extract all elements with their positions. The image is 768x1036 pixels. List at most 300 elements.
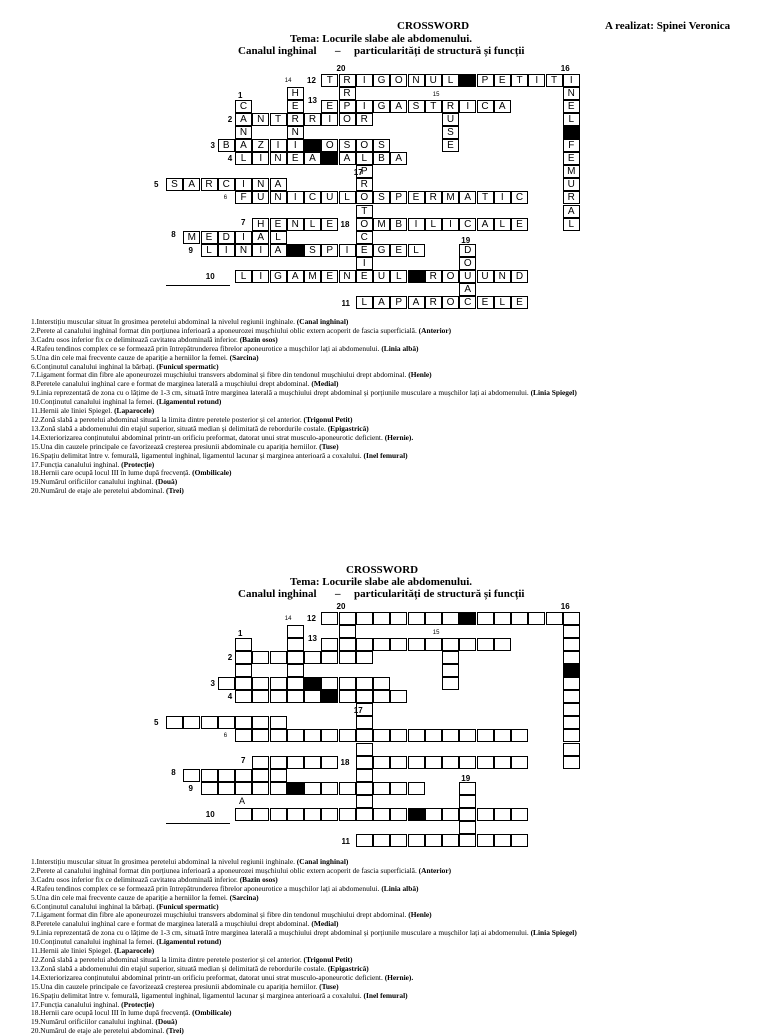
grid-cell: R (563, 191, 580, 204)
clue-answer: (Linia Spiegel) (530, 388, 577, 398)
grid-cell[interactable] (442, 638, 459, 651)
grid-cell[interactable] (494, 808, 511, 821)
word-number-label: 5 (154, 180, 159, 190)
word-number-label: 6 (223, 195, 228, 202)
grid-cell[interactable] (270, 716, 287, 729)
grid-cell[interactable] (528, 612, 545, 625)
grid-cell[interactable] (235, 638, 252, 651)
clue-number: 3. (31, 874, 37, 884)
grid-cell[interactable] (304, 651, 321, 664)
grid-cell[interactable] (201, 782, 218, 795)
grid-cell[interactable] (563, 743, 580, 756)
grid-cell[interactable] (373, 638, 390, 651)
grid-cell[interactable] (339, 782, 356, 795)
grid-cell[interactable] (494, 729, 511, 742)
grid-cell[interactable] (494, 834, 511, 847)
grid-cell: A (563, 205, 580, 218)
word-number-label: 20 (336, 64, 346, 74)
grid-cell: A (477, 218, 494, 231)
grid-cell[interactable] (563, 677, 580, 690)
grid-cell: E (563, 100, 580, 113)
grid-cell: I (442, 218, 459, 231)
grid-cell[interactable] (270, 651, 287, 664)
grid-cell[interactable] (477, 808, 494, 821)
word-number-label: 19 (461, 235, 471, 245)
grid-cell[interactable] (339, 690, 356, 703)
grid-cell[interactable] (373, 612, 390, 625)
word-number-label: 7 (241, 755, 246, 765)
grid-cell[interactable] (390, 638, 407, 651)
grid-cell[interactable] (252, 782, 269, 795)
clue-number: 19. (31, 1017, 41, 1027)
grid-cell: A (287, 270, 304, 283)
grid-cell: L (442, 74, 459, 87)
grid-cell[interactable] (183, 769, 200, 782)
clue-answer: (Două) (155, 477, 178, 487)
clue-answer: (Medial) (311, 379, 339, 389)
grid-cell[interactable] (304, 808, 321, 821)
clue-number: 3. (31, 334, 37, 344)
grid-cell[interactable] (442, 651, 459, 664)
grid-cell: U (563, 178, 580, 191)
clue-number: 18. (31, 1008, 41, 1018)
clue-text: Linia reprezentată de zona cu o lățime de 1-3 cm, situată între marginea laterală a mușchiului drept abdominal și porțiunile musculare a mușchilor lați ai abdomenului. (36, 928, 531, 938)
clue-number: 2. (31, 325, 37, 335)
clue-answer: (Trigonul Petit) (303, 954, 353, 964)
grid-cell[interactable] (390, 756, 407, 769)
grid-cell[interactable] (511, 756, 528, 769)
clue-text: Perete al canalului inghinal format din porțiunea inferioară a aponeurozei mușchiului oblic extern acoperit de fascia superficială. (36, 865, 419, 875)
grid-cell: G (373, 244, 390, 257)
grid-cell[interactable] (459, 729, 476, 742)
grid-cell: E (321, 100, 338, 113)
grid-cell[interactable] (373, 756, 390, 769)
grid-cell[interactable] (183, 716, 200, 729)
grid-cell[interactable] (425, 612, 442, 625)
grid-cell: E (287, 100, 304, 113)
grid-cell[interactable] (442, 756, 459, 769)
clue-answer: (Bazin osos) (239, 874, 278, 884)
word-number-label: 10 (205, 272, 215, 281)
grid-cell[interactable] (408, 834, 425, 847)
subtitle-right: particularități de structură și funcții (354, 45, 525, 57)
grid-cell: E (356, 244, 373, 257)
grid-cell[interactable] (235, 808, 252, 821)
prefilled-letter: A (239, 795, 246, 806)
grid-cell[interactable] (356, 677, 373, 690)
blocked-cell (408, 270, 425, 283)
grid-cell: L (356, 296, 373, 309)
grid-cell[interactable] (252, 677, 269, 690)
grid-cell: T (321, 74, 338, 87)
grid-cell[interactable] (270, 690, 287, 703)
word-number-label: 1 (238, 628, 243, 638)
clue-number: 4. (31, 343, 37, 353)
grid-cell[interactable] (356, 638, 373, 651)
clue-number: 18. (31, 468, 41, 478)
clue-number: 14. (31, 432, 41, 442)
grid-cell[interactable] (563, 625, 580, 638)
grid-cell: E (201, 231, 218, 244)
grid-cell[interactable] (408, 729, 425, 742)
grid-cell: N (408, 74, 425, 87)
grid-cell: L (304, 218, 321, 231)
grid-cell[interactable] (442, 664, 459, 677)
clue-number: 6. (31, 361, 37, 371)
grid-cell[interactable] (235, 716, 252, 729)
grid-cell[interactable] (304, 782, 321, 795)
grid-cell: I (339, 244, 356, 257)
grid-cell[interactable] (477, 729, 494, 742)
clue-number: 13. (31, 423, 41, 433)
grid-cell[interactable] (356, 729, 373, 742)
clue-number: 1. (31, 317, 37, 326)
grid-cell: P (477, 74, 494, 87)
grid-cell[interactable] (287, 677, 304, 690)
clue-number: 8. (31, 379, 37, 389)
grid-cell: A (270, 178, 287, 191)
grid-cell[interactable] (201, 716, 218, 729)
grid-cell[interactable] (511, 612, 528, 625)
grid-cell[interactable] (339, 625, 356, 638)
grid-cell[interactable] (442, 808, 459, 821)
grid-cell[interactable] (459, 782, 476, 795)
grid-cell[interactable] (477, 756, 494, 769)
grid-cell[interactable] (408, 756, 425, 769)
grid-cell[interactable] (563, 651, 580, 664)
grid-cell[interactable] (252, 756, 269, 769)
grid-cell[interactable] (235, 690, 252, 703)
word-number-label: 18 (340, 757, 350, 767)
grid-cell[interactable] (459, 795, 476, 808)
grid-cell[interactable] (218, 677, 235, 690)
grid-cell: C (459, 218, 476, 231)
grid-cell[interactable] (287, 690, 304, 703)
grid-cell[interactable] (287, 651, 304, 664)
grid-cell[interactable] (321, 729, 338, 742)
grid-cell[interactable] (356, 782, 373, 795)
grid-cell[interactable] (252, 769, 269, 782)
clue-answer: (Protecție) (121, 459, 155, 469)
grid-cell[interactable] (270, 808, 287, 821)
grid-cell: A (390, 152, 407, 165)
grid-cell[interactable] (477, 612, 494, 625)
grid-cell: B (390, 218, 407, 231)
grid-cell: T (477, 191, 494, 204)
clue-text: Conținutul canalului inghinal la femei. (40, 937, 157, 947)
grid-cell[interactable] (459, 821, 476, 834)
grid-cell[interactable] (339, 729, 356, 742)
grid-cell: O (339, 113, 356, 126)
grid-cell[interactable] (373, 808, 390, 821)
subtitle-left: Canalul inghinal (238, 588, 317, 600)
clue-text: Hernii ale liniei Spiegel. (39, 406, 115, 416)
crossword-title: CROSSWORD (346, 564, 419, 576)
clue-text: Interstițiu muscular situat în grosimea peretelui abdominal la nivelul regiunii inghinale. (36, 317, 297, 326)
clue-text: Peretele canalului inghinal care e format de marginea laterală a mușchiului drept abdominal. (36, 919, 312, 929)
grid-cell[interactable] (235, 677, 252, 690)
grid-cell[interactable] (494, 612, 511, 625)
grid-cell[interactable] (235, 769, 252, 782)
grid-cell[interactable] (563, 703, 580, 716)
grid-cell: R (356, 178, 373, 191)
grid-cell: M (183, 231, 200, 244)
grid-cell: L (390, 270, 407, 283)
grid-cell[interactable] (425, 756, 442, 769)
grid-cell[interactable] (459, 808, 476, 821)
grid-cell[interactable] (287, 729, 304, 742)
grid-cell[interactable] (477, 638, 494, 651)
clue-answer: (Trei) (166, 486, 184, 496)
grid-cell[interactable] (390, 729, 407, 742)
clue-text: Funcția canalului inghinal. (40, 459, 122, 469)
grid-cell[interactable] (563, 638, 580, 651)
grid-cell: I (235, 178, 252, 191)
word-number-label: 12 (307, 75, 316, 85)
grid-cell[interactable] (442, 729, 459, 742)
grid-cell[interactable] (373, 690, 390, 703)
grid-cell[interactable] (356, 612, 373, 625)
grid-cell[interactable] (373, 782, 390, 795)
grid-cell[interactable] (408, 782, 425, 795)
grid-cell[interactable] (494, 756, 511, 769)
grid-cell: Z (252, 139, 269, 152)
grid-cell[interactable] (287, 756, 304, 769)
word-number-label: 10 (205, 810, 215, 819)
grid-cell[interactable] (459, 638, 476, 651)
grid-cell: T (270, 113, 287, 126)
grid-cell: I (356, 100, 373, 113)
grid-cell: H (252, 218, 269, 231)
grid-cell[interactable] (356, 743, 373, 756)
word-number-label: 15 (432, 629, 440, 636)
grid-cell[interactable] (390, 612, 407, 625)
clue-item (31, 1027, 761, 1036)
clue-answer: (Două) (155, 1017, 178, 1027)
grid-cell: C (511, 191, 528, 204)
grid-cell[interactable] (252, 690, 269, 703)
grid-cell[interactable] (304, 690, 321, 703)
blocked-cell (459, 612, 476, 625)
grid-cell[interactable] (287, 625, 304, 638)
grid-cell[interactable] (321, 651, 338, 664)
grid-cell[interactable] (252, 808, 269, 821)
clue-answer: (Laparocele) (114, 406, 155, 416)
grid-cell: L (563, 113, 580, 126)
grid-cell: U (442, 113, 459, 126)
word-number-label: 19 (461, 773, 471, 783)
grid-cell[interactable] (390, 808, 407, 821)
grid-cell[interactable] (321, 638, 338, 651)
grid-cell: O (356, 139, 373, 152)
clue-text: Exteriorizarea conținutului abdominal printr-un orificiu preformat, datorat unui strat musculo-aponeurotic deficient. (40, 972, 385, 982)
grid-cell: S (442, 126, 459, 139)
word-number-label: 13 (308, 95, 317, 105)
clue-number: 5. (31, 352, 37, 362)
clue-answer: (Hernie). (384, 432, 414, 442)
grid-cell[interactable] (563, 756, 580, 769)
grid-cell[interactable] (321, 677, 338, 690)
grid-cell[interactable] (390, 834, 407, 847)
grid-cell[interactable] (252, 729, 269, 742)
grid-cell: M (563, 165, 580, 178)
subtitle-dash: – (335, 588, 341, 600)
grid-cell[interactable] (166, 716, 183, 729)
grid-cell[interactable] (304, 729, 321, 742)
grid-cell[interactable] (270, 756, 287, 769)
grid-cell[interactable] (477, 834, 494, 847)
clue-text: Hernii care ocupă locul III în lume după frecvență. (40, 1008, 193, 1018)
grid-cell[interactable] (459, 756, 476, 769)
grid-cell[interactable] (218, 782, 235, 795)
grid-cell: R (304, 113, 321, 126)
grid-cell[interactable] (356, 795, 373, 808)
grid-cell[interactable] (390, 782, 407, 795)
grid-cell[interactable] (270, 769, 287, 782)
grid-cell[interactable] (390, 690, 407, 703)
clue-number: 2. (31, 865, 37, 875)
grid-cell[interactable] (408, 612, 425, 625)
grid-cell[interactable] (287, 638, 304, 651)
word-number-label: 17 (353, 706, 363, 716)
grid-cell[interactable] (356, 651, 373, 664)
grid-cell[interactable] (511, 808, 528, 821)
grid-cell[interactable] (563, 729, 580, 742)
grid-cell[interactable] (339, 638, 356, 651)
grid-cell[interactable] (287, 808, 304, 821)
grid-cell: A (494, 100, 511, 113)
grid-cell[interactable] (425, 729, 442, 742)
word-number-label: 4 (227, 154, 233, 164)
grid-cell[interactable] (201, 769, 218, 782)
clue-text: Interstițiu muscular situat în grosimea peretelui abdominal la nivelul regiunii inghinale. (36, 857, 297, 866)
clue-answer: (Anterior) (418, 865, 452, 875)
grid-cell: D (459, 244, 476, 257)
grid-cell[interactable] (304, 756, 321, 769)
grid-cell[interactable] (321, 782, 338, 795)
grid-cell[interactable] (511, 834, 528, 847)
grid-cell[interactable] (356, 690, 373, 703)
clue-text: Conținutul canalului inghinal la bărbați. (36, 901, 157, 911)
grid-cell: U (321, 191, 338, 204)
grid-cell[interactable] (321, 808, 338, 821)
clue-answer: (Inel femural) (363, 990, 408, 1000)
word-number-label: 8 (171, 229, 176, 239)
grid-cell[interactable] (356, 769, 373, 782)
grid-cell[interactable] (321, 612, 338, 625)
grid-cell: L (425, 218, 442, 231)
grid-cell[interactable] (235, 729, 252, 742)
grid-cell[interactable] (425, 808, 442, 821)
grid-cell[interactable] (425, 834, 442, 847)
grid-cell: A (252, 231, 269, 244)
grid-cell[interactable] (442, 612, 459, 625)
grid-cell: P (339, 100, 356, 113)
subtitle-left: Canalul inghinal (238, 45, 317, 57)
grid-cell: E (356, 270, 373, 283)
grid-cell[interactable] (563, 690, 580, 703)
grid-cell: B (218, 139, 235, 152)
grid-cell[interactable] (511, 729, 528, 742)
grid-cell[interactable] (270, 782, 287, 795)
grid-cell[interactable] (218, 716, 235, 729)
clue-number: 9. (31, 928, 37, 938)
clue-answer: (Bazin osos) (239, 334, 278, 344)
grid-cell[interactable] (563, 612, 580, 625)
grid-cell: T (546, 74, 563, 87)
grid-cell[interactable] (546, 612, 563, 625)
clue-number: 7. (31, 370, 37, 380)
grid-cell[interactable] (356, 834, 373, 847)
grid-cell[interactable] (235, 782, 252, 795)
grid-cell[interactable] (373, 677, 390, 690)
grid-cell: C (459, 296, 476, 309)
grid-cell[interactable] (442, 677, 459, 690)
grid-cell: H (287, 87, 304, 100)
grid-cell[interactable] (373, 729, 390, 742)
grid-cell[interactable] (339, 808, 356, 821)
grid-cell: A (183, 178, 200, 191)
grid-cell: N (235, 244, 252, 257)
grid-cell[interactable] (339, 677, 356, 690)
grid-cell[interactable] (563, 716, 580, 729)
grid-cell[interactable] (339, 612, 356, 625)
grid-cell: P (390, 296, 407, 309)
grid-cell: L (235, 152, 252, 165)
clue-text: Rafeu tendinos complex ce se formează prin întrepătrunderea fibrelor aponeurotice a mușchilor lați ai abdomenului. (36, 883, 382, 893)
grid-cell[interactable] (425, 638, 442, 651)
grid-cell[interactable] (408, 638, 425, 651)
clue-text: Peretele canalului inghinal care e format de marginea laterală a mușchiului drept abdominal. (36, 379, 312, 389)
clue-answer: (Linia albă) (381, 343, 419, 353)
clue-answer: (Anterior) (418, 325, 452, 335)
grid-cell: P (356, 165, 373, 178)
clue-answer: (Trigonul Petit) (303, 414, 353, 424)
grid-cell[interactable] (459, 834, 476, 847)
grid-cell: T (511, 74, 528, 87)
grid-cell[interactable] (270, 729, 287, 742)
grid-cell[interactable] (270, 677, 287, 690)
blocked-cell (321, 152, 338, 165)
grid-cell: S (373, 139, 390, 152)
grid-cell[interactable] (321, 756, 338, 769)
grid-cell[interactable] (356, 756, 373, 769)
grid-cell[interactable] (252, 651, 269, 664)
grid-cell[interactable] (356, 716, 373, 729)
grid-cell[interactable] (235, 664, 252, 677)
grid-cell: O (321, 139, 338, 152)
clue-number: 12. (31, 414, 41, 424)
grid-cell: I (235, 231, 252, 244)
word-number-label: 6 (223, 733, 228, 740)
grid-cell[interactable] (373, 834, 390, 847)
grid-cell[interactable] (442, 834, 459, 847)
word-number-label: 3 (210, 679, 215, 688)
grid-cell[interactable] (252, 716, 269, 729)
grid-cell: R (356, 113, 373, 126)
grid-cell[interactable] (235, 651, 252, 664)
clue-answer: (Tuse) (319, 981, 339, 991)
grid-cell[interactable] (218, 769, 235, 782)
grid-cell[interactable] (494, 638, 511, 651)
grid-cell[interactable] (356, 808, 373, 821)
grid-cell: U (477, 270, 494, 283)
grid-cell[interactable] (287, 664, 304, 677)
clue-answer: (Ombilicale) (192, 468, 232, 478)
grid-cell: I (356, 257, 373, 270)
grid-cell: N (252, 178, 269, 191)
grid-cell[interactable] (339, 651, 356, 664)
